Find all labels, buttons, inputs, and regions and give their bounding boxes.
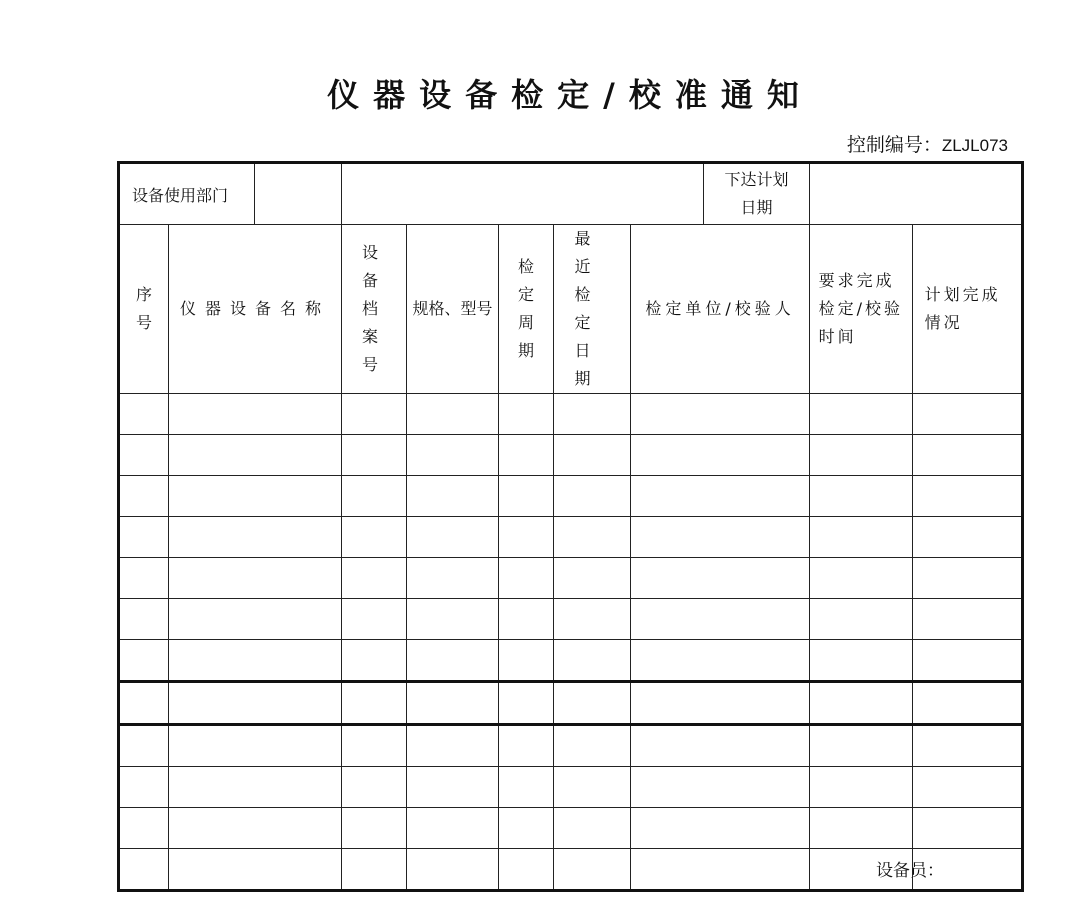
table-cell[interactable] — [119, 394, 169, 435]
table-cell[interactable] — [631, 394, 810, 435]
table-cell[interactable] — [119, 808, 169, 849]
table-cell[interactable] — [342, 599, 407, 640]
table-cell[interactable] — [119, 682, 169, 725]
table-cell[interactable] — [499, 394, 554, 435]
table-cell[interactable] — [810, 517, 913, 558]
table-cell[interactable] — [499, 599, 554, 640]
table-cell[interactable] — [554, 640, 631, 682]
table-cell[interactable] — [631, 476, 810, 517]
table-cell[interactable] — [810, 640, 913, 682]
table-cell[interactable] — [499, 849, 554, 891]
col-cycle: 检定周期 — [499, 225, 554, 394]
table-cell[interactable] — [342, 767, 407, 808]
data-rows — [119, 394, 1023, 891]
table-cell[interactable] — [499, 476, 554, 517]
table-cell[interactable] — [913, 682, 1023, 725]
table-cell[interactable] — [499, 725, 554, 767]
table-cell[interactable] — [342, 725, 407, 767]
plan-date-label: 下达计划 日期 — [703, 164, 809, 224]
table-cell[interactable] — [342, 476, 407, 517]
table-cell[interactable] — [407, 435, 499, 476]
table-cell[interactable] — [119, 435, 169, 476]
table-row — [119, 394, 1023, 435]
table-cell[interactable] — [554, 725, 631, 767]
table-cell[interactable] — [342, 435, 407, 476]
control-number-value: ZLJL073 — [941, 136, 1008, 155]
plan-date-value[interactable] — [810, 163, 1023, 225]
table-cell[interactable] — [810, 435, 913, 476]
table-row — [119, 476, 1023, 517]
table-cell[interactable] — [169, 725, 342, 767]
table-cell[interactable] — [119, 849, 169, 891]
table-cell[interactable] — [119, 725, 169, 767]
table-cell[interactable] — [169, 640, 342, 682]
table-cell[interactable] — [407, 476, 499, 517]
table-cell[interactable] — [407, 517, 499, 558]
table-cell[interactable] — [169, 682, 342, 725]
table-cell[interactable] — [119, 558, 169, 599]
table-cell[interactable] — [169, 599, 342, 640]
table-cell[interactable] — [913, 517, 1023, 558]
table-cell[interactable] — [407, 558, 499, 599]
col-unit: 检定单位/校验人 — [631, 225, 810, 394]
table-cell[interactable] — [913, 394, 1023, 435]
column-header-row — [119, 225, 1023, 394]
table-cell[interactable] — [913, 435, 1023, 476]
table-row — [119, 435, 1023, 476]
table-cell[interactable] — [407, 808, 499, 849]
department-row — [119, 163, 1023, 225]
table-cell[interactable] — [554, 849, 631, 891]
table-cell[interactable] — [169, 476, 342, 517]
table-cell[interactable] — [169, 435, 342, 476]
table-cell[interactable] — [631, 808, 810, 849]
table-cell[interactable] — [407, 640, 499, 682]
table-row — [119, 599, 1023, 640]
calibration-notice-table — [117, 161, 1024, 892]
table-cell[interactable] — [499, 767, 554, 808]
table-cell[interactable] — [631, 558, 810, 599]
table-row — [119, 682, 1023, 725]
table-cell[interactable] — [499, 558, 554, 599]
table-cell[interactable] — [407, 682, 499, 725]
table-cell[interactable] — [631, 849, 810, 891]
table-cell[interactable] — [810, 808, 913, 849]
table-cell[interactable] — [554, 599, 631, 640]
table-cell[interactable] — [631, 435, 810, 476]
table-cell[interactable] — [810, 476, 913, 517]
table-cell[interactable] — [169, 517, 342, 558]
col-archive: 设备档案号 — [342, 225, 407, 394]
table-cell[interactable] — [631, 725, 810, 767]
col-status: 计划完成情况 — [913, 225, 1023, 394]
table-cell[interactable] — [913, 558, 1023, 599]
table-cell[interactable] — [407, 599, 499, 640]
table-cell[interactable] — [119, 640, 169, 682]
table-cell[interactable] — [554, 435, 631, 476]
table-cell[interactable] — [810, 767, 913, 808]
table-cell[interactable] — [499, 517, 554, 558]
table-row — [119, 767, 1023, 808]
col-required: 要求完成检定/校验时间 — [810, 225, 913, 394]
table-cell[interactable] — [913, 767, 1023, 808]
table-row — [119, 517, 1023, 558]
table-cell[interactable] — [169, 849, 342, 891]
department-label: 设备使用部门 — [120, 164, 255, 224]
table-cell[interactable] — [499, 808, 554, 849]
table-cell[interactable] — [554, 808, 631, 849]
table-cell[interactable] — [631, 767, 810, 808]
table-cell[interactable] — [119, 517, 169, 558]
table-cell[interactable] — [407, 767, 499, 808]
table-cell[interactable] — [407, 394, 499, 435]
col-last-date: 最近检定日期 — [554, 225, 631, 394]
table-cell[interactable] — [631, 517, 810, 558]
table-cell[interactable] — [810, 599, 913, 640]
table-cell[interactable] — [631, 640, 810, 682]
table-row — [119, 558, 1023, 599]
table-cell[interactable] — [169, 767, 342, 808]
table-cell[interactable] — [119, 599, 169, 640]
table-cell[interactable] — [342, 558, 407, 599]
control-number — [847, 130, 1008, 157]
table-cell[interactable] — [342, 394, 407, 435]
table-cell[interactable] — [169, 808, 342, 849]
department-value[interactable] — [342, 164, 703, 224]
table-cell[interactable] — [554, 517, 631, 558]
col-spec: 规格、型号 — [407, 225, 499, 394]
table-cell[interactable] — [631, 599, 810, 640]
table-cell[interactable] — [499, 682, 554, 725]
table-row — [119, 725, 1023, 767]
table-cell[interactable] — [499, 640, 554, 682]
table-cell[interactable] — [342, 517, 407, 558]
table-cell[interactable] — [810, 682, 913, 725]
table-cell[interactable] — [499, 435, 554, 476]
table-cell[interactable] — [913, 725, 1023, 767]
equipment-officer-label: 设备员： — [876, 861, 944, 881]
control-number-label: 控制编号： — [846, 134, 942, 156]
table-cell[interactable] — [913, 599, 1023, 640]
table-cell[interactable] — [407, 849, 499, 891]
table-row — [119, 808, 1023, 849]
table-cell[interactable] — [342, 682, 407, 725]
table-cell[interactable] — [554, 767, 631, 808]
table-cell[interactable] — [913, 640, 1023, 682]
table-cell[interactable] — [913, 476, 1023, 517]
table-cell[interactable] — [169, 394, 342, 435]
table-cell[interactable] — [169, 558, 342, 599]
table-cell[interactable] — [631, 682, 810, 725]
table-cell[interactable] — [407, 725, 499, 767]
table-cell[interactable] — [119, 476, 169, 517]
table-cell[interactable] — [810, 725, 913, 767]
table-cell[interactable] — [554, 394, 631, 435]
table-cell[interactable] — [554, 558, 631, 599]
table-cell[interactable] — [554, 476, 631, 517]
table-cell[interactable] — [810, 394, 913, 435]
table-cell[interactable] — [342, 808, 407, 849]
table-cell[interactable] — [554, 682, 631, 725]
table-cell[interactable] — [913, 808, 1023, 849]
table-row — [119, 640, 1023, 682]
table-cell[interactable] — [342, 849, 407, 891]
table-cell[interactable] — [342, 640, 407, 682]
col-name: 仪器设备名称 — [169, 225, 342, 394]
table-cell[interactable] — [810, 558, 913, 599]
col-seq: 序号 — [119, 225, 169, 394]
table-cell[interactable] — [119, 767, 169, 808]
document-title: 仪器设备检定/校准通知 — [327, 76, 813, 114]
